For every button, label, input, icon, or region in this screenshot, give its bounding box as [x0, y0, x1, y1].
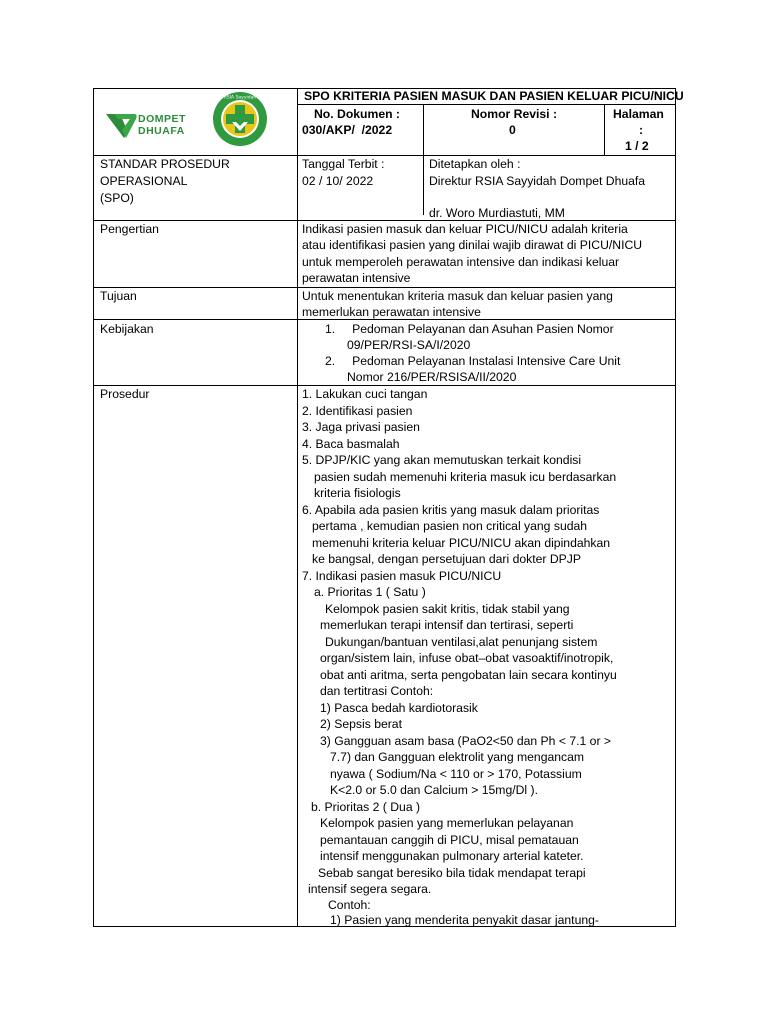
- prosedur-line: Kelompok pasien sakit kritis, tidak stabil yang: [325, 602, 570, 616]
- prosedur-line: 2. Identifikasi pasien: [302, 404, 413, 418]
- rsia-seal-icon: [212, 91, 268, 147]
- tujuan-line: memerlukan perawatan intensive: [302, 305, 481, 319]
- approved-by-label: Ditetapkan oleh :: [429, 157, 521, 171]
- kebijakan-line: 1. Pedoman Pelayanan dan Asuhan Pasien Nomor: [325, 322, 614, 336]
- pengertian-line: atau identifikasi pasien yang dinilai wajib dirawat di PICU/NICU: [302, 238, 643, 252]
- pengertian-line: untuk memperoleh perawatan intensive dan indikasi keluar: [302, 255, 620, 269]
- column-divider-page: [604, 104, 605, 155]
- column-divider-rev: [423, 104, 424, 215]
- issue-date-label: Tanggal Terbit :: [302, 157, 385, 171]
- prosedur-line: Kelompok pasien yang memerlukan pelayanan: [320, 816, 574, 830]
- prosedur-line: intensif segera segara.: [308, 882, 432, 896]
- signatory-name: dr. Woro Murdiastuti, MM: [429, 206, 565, 220]
- prosedur-line: Contoh:: [328, 898, 371, 912]
- page-label: Halaman: [613, 107, 664, 121]
- prosedur-line: Dukungan/bantuan ventilasi,alat penunjang sistem: [325, 635, 598, 649]
- prosedur-line: 5. DPJP/KIC yang akan memutuskan terkait kondisi: [302, 453, 582, 467]
- prosedur-line: memenuhi kriteria keluar PICU/NICU akan dipindahkan: [312, 536, 611, 550]
- dompet-dhuafa-logo: [104, 106, 204, 146]
- prosedur-line: Sebab sangat beresiko bila tidak mendapat terapi: [318, 866, 586, 880]
- spo-label-line2: OPERASIONAL: [100, 174, 188, 188]
- logo-word-dompet: DOMPET: [138, 113, 186, 125]
- svg-text:RSIA Sayyidah: RSIA Sayyidah: [223, 95, 257, 101]
- column-divider-main: [297, 88, 298, 927]
- prosedur-line: 2) Sepsis berat: [320, 717, 402, 731]
- spo-label-line3: (SPO): [100, 191, 134, 205]
- doc-number-value: 030/AKP/ /2022: [302, 123, 393, 137]
- prosedur-line: obat anti aritma, serta pengobatan lain secara kontinyu: [320, 668, 617, 682]
- prosedur-line: nyawa ( Sodium/Na < 110 or > 170, Potassium: [330, 767, 582, 781]
- prosedur-line: a. Prioritas 1 ( Satu ): [314, 585, 426, 599]
- kebijakan-line: Nomor 216/PER/RSISA/II/2020: [347, 370, 517, 384]
- kebijakan-line: 2. Pedoman Pelayanan Instalasi Intensive Care Unit: [325, 354, 621, 368]
- prosedur-line: ke bangsal, dengan persetujuan dari dokter DPJP: [312, 552, 581, 566]
- rsia-sayyidah-seal: [212, 91, 268, 147]
- pengertian-label: Pengertian: [100, 222, 159, 236]
- prosedur-line: kriteria fisiologis: [314, 486, 401, 500]
- prosedur-line: 1) Pasca bedah kardiotorasik: [320, 701, 478, 715]
- pengertian-line: perawatan intensive: [302, 271, 411, 285]
- logo-word-dhuafa: DHUAFA: [138, 125, 185, 137]
- approved-by-title: Direktur RSIA Sayyidah Dompet Dhuafa: [429, 174, 646, 188]
- revision-value: 0: [509, 123, 516, 137]
- prosedur-line: 1) Pasien yang menderita penyakit dasar jantung-: [330, 913, 599, 927]
- prosedur-line: 7. Indikasi pasien masuk PICU/NICU: [302, 569, 502, 583]
- pengertian-line: Indikasi pasien masuk dan keluar PICU/NICU adalah kriteria: [302, 222, 628, 236]
- spo-label-line1: STANDAR PROSEDUR: [100, 157, 230, 171]
- prosedur-line: pasien sudah memenuhi kriteria masuk icu berdasarkan: [314, 470, 617, 484]
- issue-date-value: 02 / 10/ 2022: [302, 174, 374, 188]
- kebijakan-label: Kebijakan: [100, 322, 154, 336]
- page-value: 1 / 2: [625, 139, 649, 153]
- tujuan-label: Tujuan: [100, 289, 137, 303]
- table-border-left: [93, 88, 94, 927]
- prosedur-line: b. Prioritas 2 ( Dua ): [311, 800, 421, 814]
- document-title: SPO KRITERIA PASIEN MASUK DAN PASIEN KELUAR PICU/NICU: [304, 89, 684, 103]
- prosedur-line: K<2.0 or 5.0 dan Calcium > 15mg/Dl ).: [330, 783, 538, 797]
- tujuan-line: Untuk menentukan kriteria masuk dan keluar pasien yang: [302, 289, 613, 303]
- prosedur-line: 6. Apabila ada pasien kritis yang masuk dalam prioritas: [302, 503, 600, 517]
- prosedur-line: pemantauan canggih di PICU, misal pematauan: [320, 833, 579, 847]
- prosedur-line: pertama , kemudian pasien non critical yang sudah: [312, 519, 588, 533]
- prosedur-line: 4. Baca basmalah: [302, 437, 400, 451]
- prosedur-line: organ/sistem lain, infuse obat–obat vasoaktif/inotropik,: [320, 651, 614, 665]
- prosedur-label: Prosedur: [100, 387, 150, 401]
- prosedur-line: dan tertitrasi Contoh:: [320, 684, 434, 698]
- prosedur-line: 3) Gangguan asam basa (PaO2<50 dan Ph < 7.1 or >: [320, 734, 612, 748]
- page-colon: :: [639, 123, 644, 137]
- table-border-right: [675, 88, 676, 927]
- prosedur-line: 1. Lakukan cuci tangan: [302, 387, 428, 401]
- kebijakan-line: 09/PER/RSI-SA/I/2020: [347, 338, 471, 352]
- prosedur-line: memerlukan terapi intensif dan tertirasi, seperti: [320, 618, 574, 632]
- revision-label: Nomor Revisi :: [471, 107, 558, 121]
- doc-number-label: No. Dokumen :: [314, 107, 400, 121]
- prosedur-line: intensif menggunakan pulmonary arterial kateter.: [320, 849, 584, 863]
- prosedur-line: 7.7) dan Gangguan elektrolit yang mengancam: [330, 750, 585, 764]
- prosedur-line: 3. Jaga privasi pasien: [302, 420, 420, 434]
